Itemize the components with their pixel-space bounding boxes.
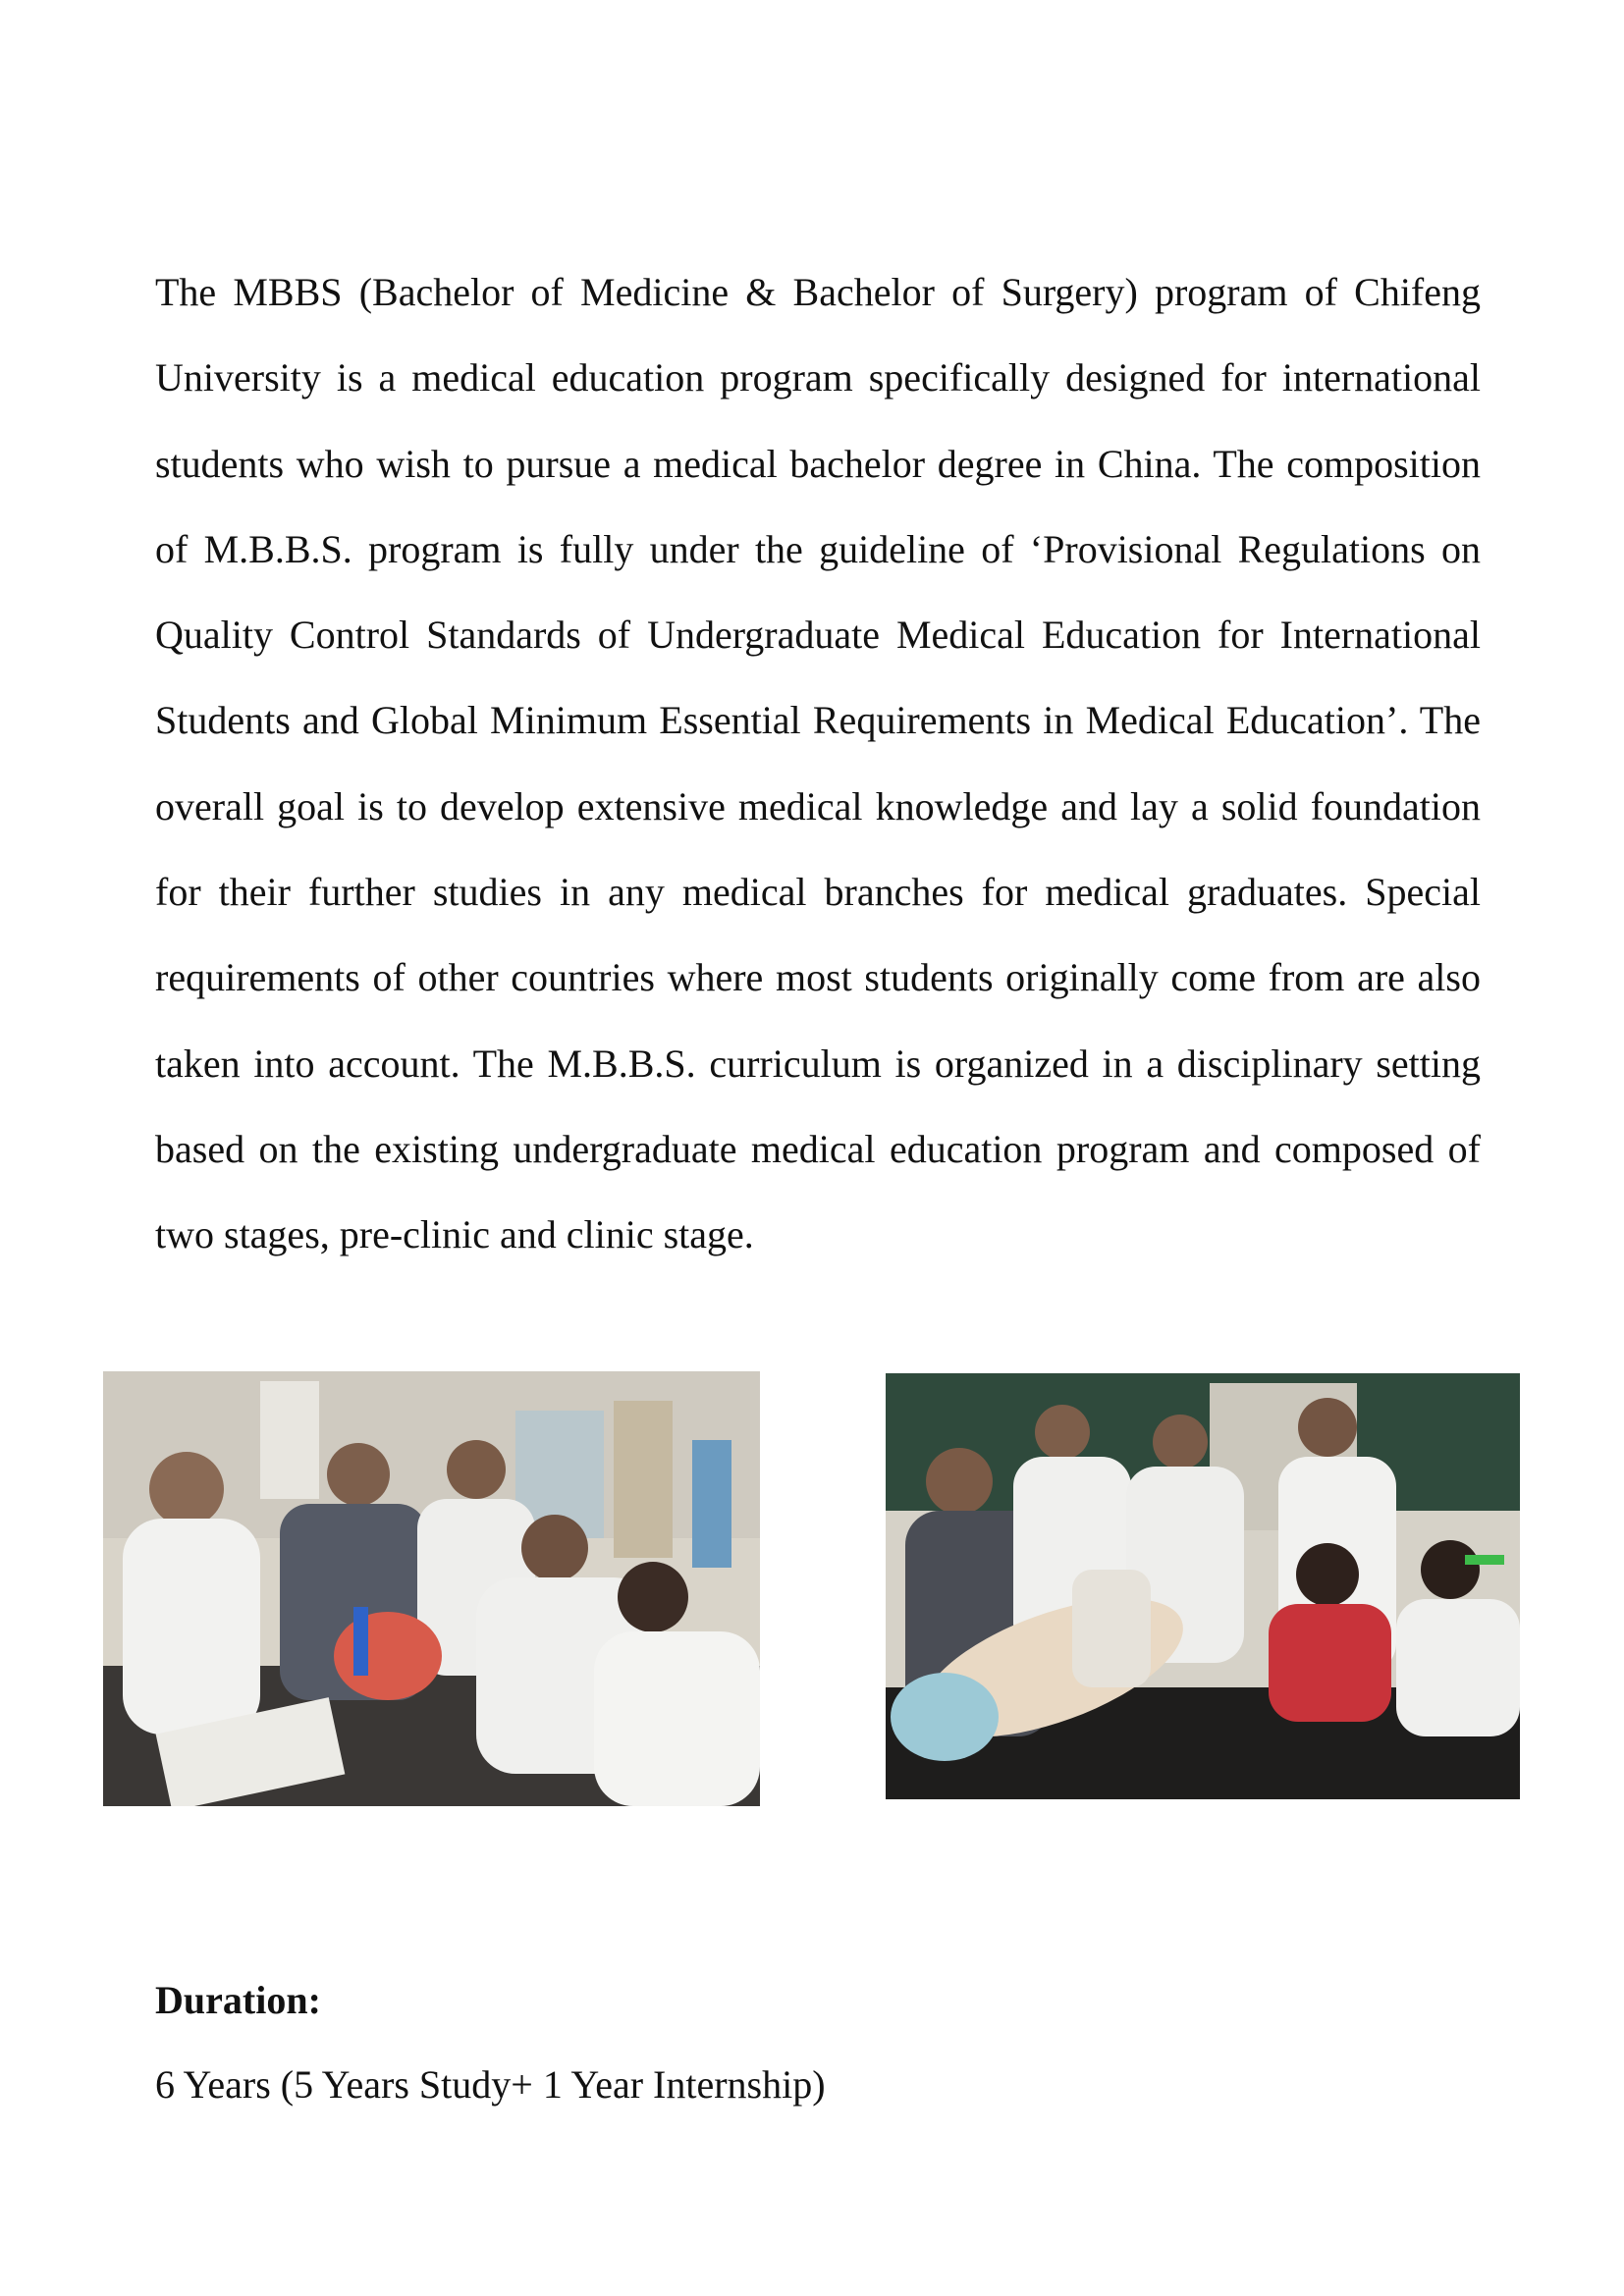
classroom-photo	[103, 1371, 760, 1806]
anatomy-lab-photo	[886, 1373, 1520, 1799]
intro-paragraph: The MBBS (Bachelor of Medicine & Bachelor of Surgery) program of Chifeng University is a medical education program specifically designed for international students who wish to pursue a medical bachelor degree in China. The composition of M.B.B.S. program is fully under the guideline of ‘Provisional Regulations on Quality Control Standards of Undergraduate Medical Education for International Students and Global Minimum Essential Requirements in Medical Education’. The overall goal is to develop extensive medical knowledge and lay a solid foundation for their further studies in any medical branches for medical graduates. Special requirements of other countries where most students originally come from are also taken into account. The M.B.B.S. curriculum is organized in a disciplinary setting based on the existing undergraduate medical education program and composed of two stages, pre-clinic and clinic stage.	[155, 270, 1481, 1257]
duration-value: 6 Years (5 Years Study+ 1 Year Internship)	[155, 2062, 826, 2107]
duration-label: Duration:	[155, 1978, 321, 2022]
